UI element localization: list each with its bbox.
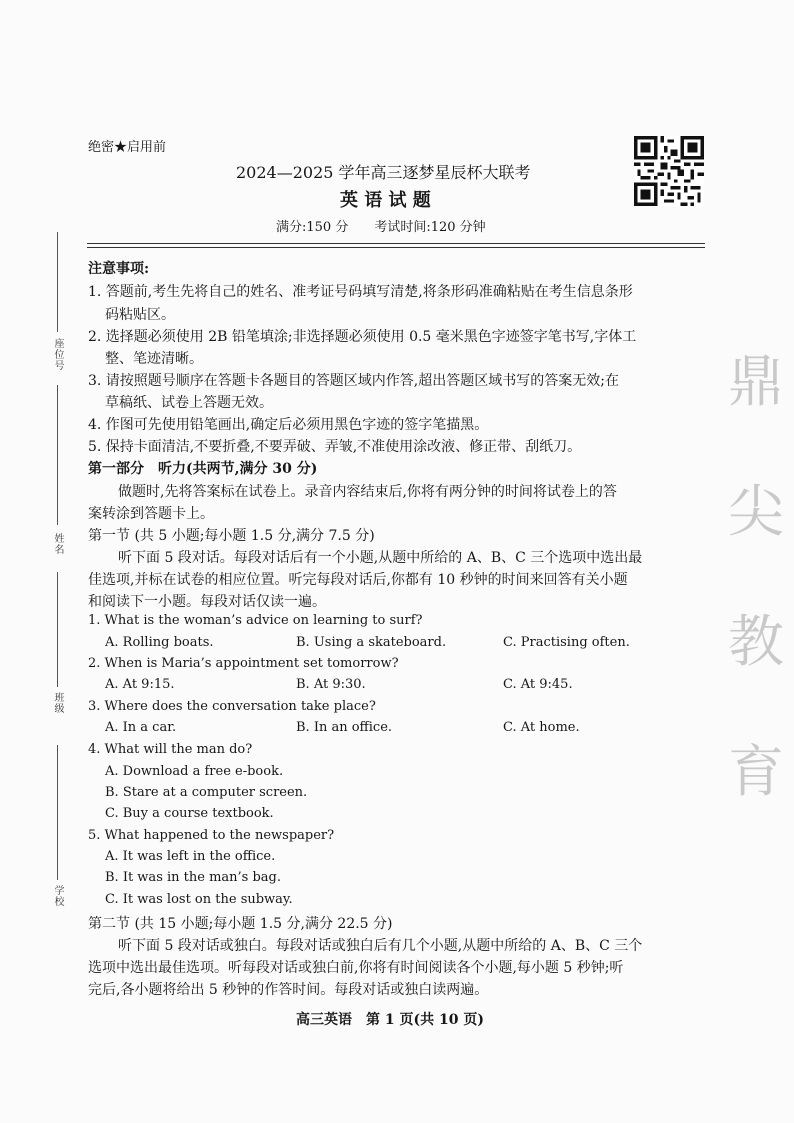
exam-title: 2024—2025 学年高三逐梦星辰杯大联考 xyxy=(236,163,531,182)
note-line: 5. 保持卡面清洁,不要折叠,不要弄破、弄皱,不准使用涂改液、修正带、刮纸刀。 xyxy=(88,439,582,455)
school-label: 学校 xyxy=(52,885,63,907)
section1-instruction: 和阅读下一小题。每段对话仅读一遍。 xyxy=(88,594,326,610)
secret-label: 绝密★启用前 xyxy=(88,140,167,155)
school-line xyxy=(57,745,58,880)
section1-instruction: 听下面 5 段对话。每段对话后有一个小题,从题中所给的 A、B、C 三个选项中选出最 xyxy=(118,550,643,566)
seat-line xyxy=(57,232,58,332)
option-a: A. It was left in the office. xyxy=(105,849,276,864)
name-label: 姓名 xyxy=(52,533,63,555)
watermark-char: 尖 xyxy=(728,480,784,545)
note-line: 1. 答题前,考生先将自己的姓名、准考证号码填写清楚,将条形码准确粘贴在考生信息条形 xyxy=(88,284,633,300)
part1-instruction: 案转涂到答题卡上。 xyxy=(88,506,214,522)
section2-instruction: 听下面 5 段对话或独白。每段对话或独白后有几个小题,从题中所给的 A、B、C 三个 xyxy=(118,938,643,954)
option-c: C. Practising often. xyxy=(503,635,630,650)
note-line: 草稿纸、试卷上答题无效。 xyxy=(105,395,273,411)
part1-instruction: 做题时,先将答案标在试卷上。录音内容结束后,你将有两分钟的时间将试卷上的答 xyxy=(118,484,617,500)
class-line xyxy=(57,572,58,687)
score-time: 满分:150 分 考试时间:120 分钟 xyxy=(276,220,486,235)
option-b: B. At 9:30. xyxy=(296,677,366,692)
section2-heading: 第二节 (共 15 小题;每小题 1.5 分,满分 22.5 分) xyxy=(88,916,393,932)
question-text: 2. When is Maria’s appointment set tomorrow? xyxy=(88,656,399,671)
note-line: 4. 作图可先使用铅笔画出,确定后必须用黑色字迹的签字笔描黑。 xyxy=(88,417,489,433)
option-c: C. At 9:45. xyxy=(503,677,573,692)
section2-instruction: 完后,各小题将给出 5 秒钟的作答时间。每段对话或独白读两遍。 xyxy=(88,982,489,998)
qr-code xyxy=(634,136,704,206)
class-label: 班级 xyxy=(52,692,63,714)
option-b: B. It was in the man’s bag. xyxy=(105,870,281,885)
section1-instruction: 佳选项,并标在试卷的相应位置。听完每段对话后,你都有 10 秒钟的时间来回答有关小题 xyxy=(88,572,628,588)
note-line: 整、笔迹清晰。 xyxy=(105,351,203,367)
watermark-char: 育 xyxy=(728,740,784,805)
part1-heading: 第一部分 听力(共两节,满分 30 分) xyxy=(88,461,318,477)
note-line: 3. 请按照题号顺序在答题卡各题目的答题区域内作答,超出答题区域书写的答案无效;在 xyxy=(88,373,619,389)
option-a: A. At 9:15. xyxy=(105,677,175,692)
header-rule xyxy=(87,247,705,248)
option-c: C. It was lost on the subway. xyxy=(105,892,293,907)
header-rule xyxy=(87,243,705,244)
option-a: A. Rolling boats. xyxy=(105,635,214,650)
option-c: C. Buy a course textbook. xyxy=(105,806,274,821)
subject-title: 英 语 试 题 xyxy=(340,190,431,211)
section1-heading: 第一节 (共 5 小题;每小题 1.5 分,满分 7.5 分) xyxy=(88,528,375,544)
note-line: 码粘贴区。 xyxy=(105,307,175,323)
section2-instruction: 选项中选出最佳选项。听每段对话或独白前,你将有时间阅读各个小题,每小题 5 秒钟;听 xyxy=(88,960,624,976)
question-text: 3. Where does the conversation take place? xyxy=(88,699,376,714)
option-a: A. In a car. xyxy=(105,720,177,735)
notes-heading: 注意事项: xyxy=(88,261,150,277)
option-a: A. Download a free e-book. xyxy=(105,764,284,779)
option-b: B. Using a skateboard. xyxy=(296,635,447,650)
question-text: 5. What happened to the newspaper? xyxy=(88,828,335,843)
option-b: B. Stare at a computer screen. xyxy=(105,785,308,800)
question-text: 4. What will the man do? xyxy=(88,742,253,757)
option-c: C. At home. xyxy=(503,720,580,735)
note-line: 2. 选择题必须使用 2B 铅笔填涂;非选择题必须使用 0.5 毫米黑色字迹签字笔书写,字体工 xyxy=(88,329,637,345)
option-b: B. In an office. xyxy=(296,720,393,735)
watermark-char: 教 xyxy=(728,610,784,675)
seat-label: 座位号 xyxy=(52,338,63,371)
name-line xyxy=(57,385,58,525)
question-text: 1. What is the woman’s advice on learning to surf? xyxy=(88,613,423,628)
watermark-char: 鼎 xyxy=(728,350,784,415)
page-footer: 高三英语 第 1 页(共 10 页) xyxy=(296,1012,484,1028)
